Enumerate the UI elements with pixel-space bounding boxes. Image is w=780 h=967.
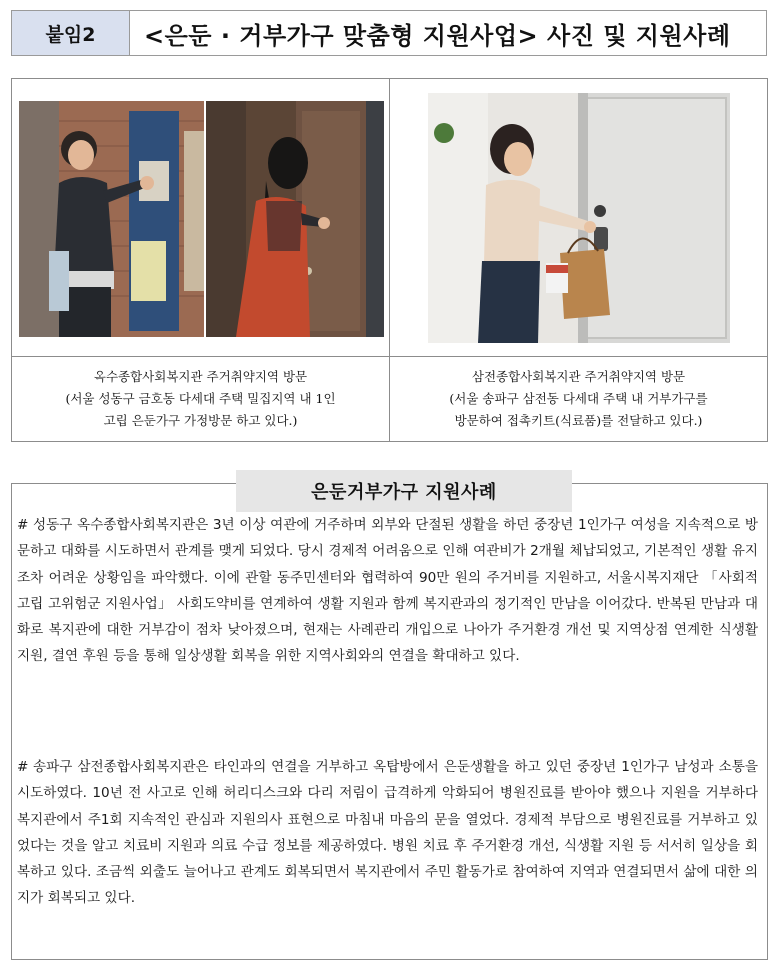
case-text: 성동구 옥수종합사회복지관은 3년 이상 여관에 거주하며 외부와 단절된 생활을 하던 중장년 1인가구 여성을 지속적으로 방문하고 대화를 시도하면서 관계를 맺게 되었다. 당시 경제적 어려움으로 인해 여관비가 2개월 체납되었고, 기본적인 생활 유지조차 어려운 상황임을 파악했다. 이에 관할 동주민센터와 협력하여 90만 원의 주거비를 지원하고, 서울시복지재단 「사회적 고립 고위험군 지원사업」 사회도약비를 연계하여 생활 지원과 함께 복지관과의 정기적인 만남을 이어갔다. 반복된 만남과 대화로 복지관에 대한 거부감이 점차 낮아졌으며, 현재는 사례관리 개입으로 나아가 주거환경 개선 및 지역상점 연계한 식생활 지원, 결연 후원 등을 통해 일상생활 회복을 위한 지역사회와의 연결을 확대하고 있다. bbox=[17, 517, 758, 665]
caption-line: (서울 성동구 금호동 다세대 주택 밀집지역 내 1인 bbox=[65, 391, 336, 406]
caption-line: (서울 송파구 삼전동 다세대 주택 내 거부가구를 bbox=[449, 391, 708, 406]
photo-delivery-kit bbox=[428, 93, 730, 343]
bullet-mark: # bbox=[17, 759, 29, 775]
photo-visit-door bbox=[206, 101, 384, 337]
case-paragraph bbox=[17, 754, 758, 912]
photo-cell-oksu bbox=[12, 79, 390, 441]
case-text: 송파구 삼전종합사회복지관은 타인과의 연결을 거부하고 옥탑방에서 은둔생활을 하고 있던 중장년 1인가구 남성과 소통을 시도하였다. 10년 전 사고로 인해 허리디스크와 다리 저림이 급격하게 악화되어 병원진료를 받아야 했으나 지원을 거부하다 복지관에서 주1회 지속적인 관심과 지원의사 표현으로 마침내 마음의 문을 열었다. 경제적 부담으로 병원진료를 거부하고 있었다는 것을 알고 치료비 지원과 의료 수급 정보를 제공하였다. 병원 치료 후 주거환경 개선, 식생활 지원 등 서서히 일상을 회복하고 있다. 조금씩 외출도 늘어나고 관계도 회복되면서 복지관에서 주민 활동가로 참여하여 지역과 연결되면서 삶에 대한 의지가 회복되고 있다. bbox=[17, 759, 758, 907]
bullet-mark: # bbox=[17, 517, 29, 533]
photo-caption bbox=[390, 357, 767, 441]
photo-caption bbox=[12, 357, 389, 441]
case-paragraph bbox=[17, 512, 758, 670]
caption-title: 삼전종합사회복지관 주거취약지역 방문 bbox=[471, 369, 686, 384]
photo-area bbox=[390, 79, 767, 357]
support-cases-heading: 은둔거부가구 지원사례 bbox=[236, 470, 572, 512]
photo-visit-mailbox bbox=[19, 101, 204, 337]
caption-line: 고립 은둔가구 가정방문 하고 있다.) bbox=[103, 413, 298, 428]
photo-table bbox=[11, 78, 768, 442]
document-header bbox=[11, 10, 767, 56]
attachment-tag: 붙임2 bbox=[12, 11, 130, 55]
document-title: <은둔 · 거부가구 맞춤형 지원사업> 사진 및 지원사례 bbox=[144, 21, 731, 50]
photo-cell-samjeon bbox=[390, 79, 767, 441]
photo-area bbox=[12, 79, 389, 357]
caption-title: 옥수종합사회복지관 주거취약지역 방문 bbox=[93, 369, 308, 384]
caption-line: 방문하여 접촉키트(식료품)를 전달하고 있다.) bbox=[454, 413, 703, 428]
